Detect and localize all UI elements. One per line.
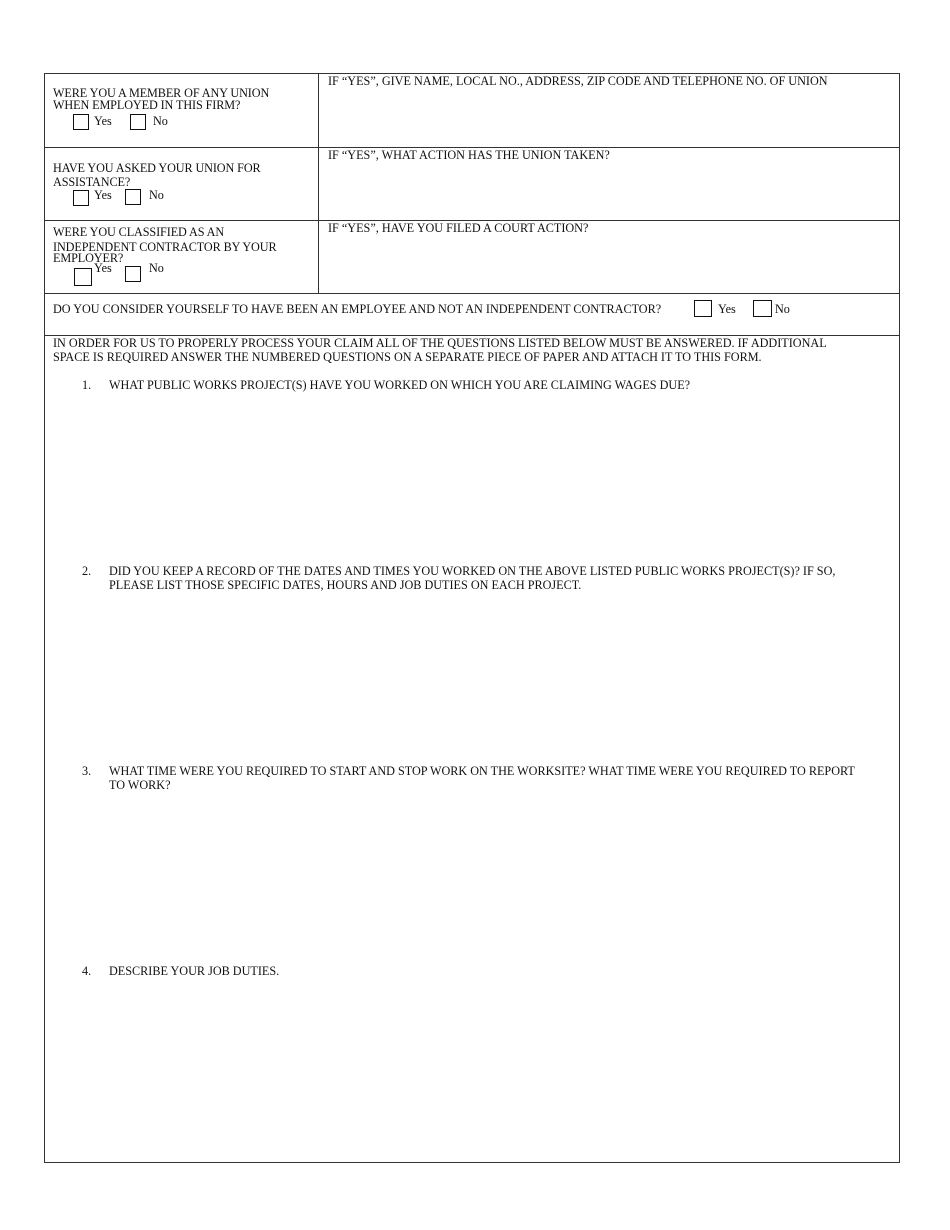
question-line: WHAT PUBLIC WORKS PROJECT(S) HAVE YOU WORKED ON WHICH YOU ARE CLAIMING WAGES DUE? <box>109 378 691 392</box>
union-assistance-row <box>45 148 899 221</box>
employee-consider-question: DO YOU CONSIDER YOURSELF TO HAVE BEEN AN EMPLOYEE AND NOT AN INDEPENDENT CONTRACTOR? <box>53 302 662 316</box>
yes-label: Yes <box>94 261 112 275</box>
union-assistance-no-checkbox[interactable] <box>125 189 141 205</box>
question-line: PLEASE LIST THOSE SPECIFIC DATES, HOURS AND JOB DUTIES ON EACH PROJECT. <box>109 578 582 592</box>
question-line: EMPLOYER? <box>53 251 124 265</box>
question-1-number: 1. <box>82 378 92 392</box>
union-member-yes-checkbox[interactable] <box>73 114 89 130</box>
no-label: No <box>149 261 164 275</box>
union-member-row <box>45 74 899 148</box>
question-2-answer-area[interactable] <box>109 598 889 758</box>
question-4-number: 4. <box>82 964 92 978</box>
union-assistance-yes-checkbox[interactable] <box>73 190 89 206</box>
question-1-answer-area[interactable] <box>109 398 889 558</box>
yes-label: Yes <box>718 302 736 316</box>
question-line: INDEPENDENT CONTRACTOR BY YOUR <box>53 239 277 254</box>
question-1-text <box>109 378 889 392</box>
employee-no-checkbox[interactable] <box>753 300 772 317</box>
independent-contractor-no-checkbox[interactable] <box>125 266 141 282</box>
court-action-field[interactable] <box>319 221 899 293</box>
union-assistance-question-cell <box>45 148 319 220</box>
question-line: WHAT TIME WERE YOU REQUIRED TO START AND STOP WORK ON THE WORKSITE? WHAT TIME WERE YOU REQUIRED TO REPORT <box>109 764 855 778</box>
instructions-line: SPACE IS REQUIRED ANSWER THE NUMBERED QUESTIONS ON A SEPARATE PIECE OF PAPER AND ATTACH IT TO THIS FORM. <box>53 350 762 364</box>
union-action-field[interactable] <box>319 148 899 220</box>
union-action-label: IF “YES”, WHAT ACTION HAS THE UNION TAKEN? <box>328 148 610 162</box>
union-assistance-question <box>53 161 261 189</box>
no-label: No <box>775 302 790 316</box>
question-3-number: 3. <box>82 764 92 778</box>
question-4-answer-area[interactable] <box>109 986 889 1156</box>
claim-form <box>44 73 900 1163</box>
court-action-label: IF “YES”, HAVE YOU FILED A COURT ACTION? <box>328 221 589 235</box>
union-details-field[interactable] <box>319 74 899 147</box>
question-line: TO WORK? <box>109 778 171 792</box>
question-line: HAVE YOU ASKED YOUR UNION FOR <box>53 161 261 175</box>
union-member-question-cell <box>45 74 319 147</box>
yes-label: Yes <box>94 188 112 202</box>
independent-contractor-question <box>53 227 277 265</box>
instructions <box>53 336 827 364</box>
instructions-line: IN ORDER FOR US TO PROPERLY PROCESS YOUR CLAIM ALL OF THE QUESTIONS LISTED BELOW MUST BE ANSWERED. IF ADDITIONAL <box>53 336 827 350</box>
question-line: WERE YOU CLASSIFIED AS AN <box>53 225 225 239</box>
union-member-question <box>53 88 269 111</box>
employee-yes-checkbox[interactable] <box>694 300 712 317</box>
question-line: WHEN EMPLOYED IN THIS FIRM? <box>53 97 241 112</box>
question-2-number: 2. <box>82 564 92 578</box>
question-3-answer-area[interactable] <box>109 798 889 958</box>
question-line: ASSISTANCE? <box>53 175 131 189</box>
independent-contractor-yes-checkbox[interactable] <box>74 268 92 286</box>
no-label: No <box>149 188 164 202</box>
question-line: DESCRIBE YOUR JOB DUTIES. <box>109 964 280 978</box>
independent-contractor-question-cell <box>45 221 319 293</box>
yes-label: Yes <box>94 114 112 128</box>
question-line: WERE YOU A MEMBER OF ANY UNION <box>53 86 270 100</box>
no-label: No <box>153 114 168 128</box>
union-member-no-checkbox[interactable] <box>130 114 146 130</box>
question-4-text <box>109 964 889 978</box>
question-2-text <box>109 564 889 592</box>
employee-consider-row <box>45 294 899 336</box>
union-details-label: IF “YES”, GIVE NAME, LOCAL NO., ADDRESS, ZIP CODE AND TELEPHONE NO. OF UNION <box>328 74 828 88</box>
question-line: DID YOU KEEP A RECORD OF THE DATES AND TIMES YOU WORKED ON THE ABOVE LISTED PUBLIC WORKS PROJECT(S)? IF SO, <box>109 564 836 578</box>
questions-section <box>45 336 899 1162</box>
question-3-text <box>109 764 889 792</box>
independent-contractor-row <box>45 221 899 294</box>
